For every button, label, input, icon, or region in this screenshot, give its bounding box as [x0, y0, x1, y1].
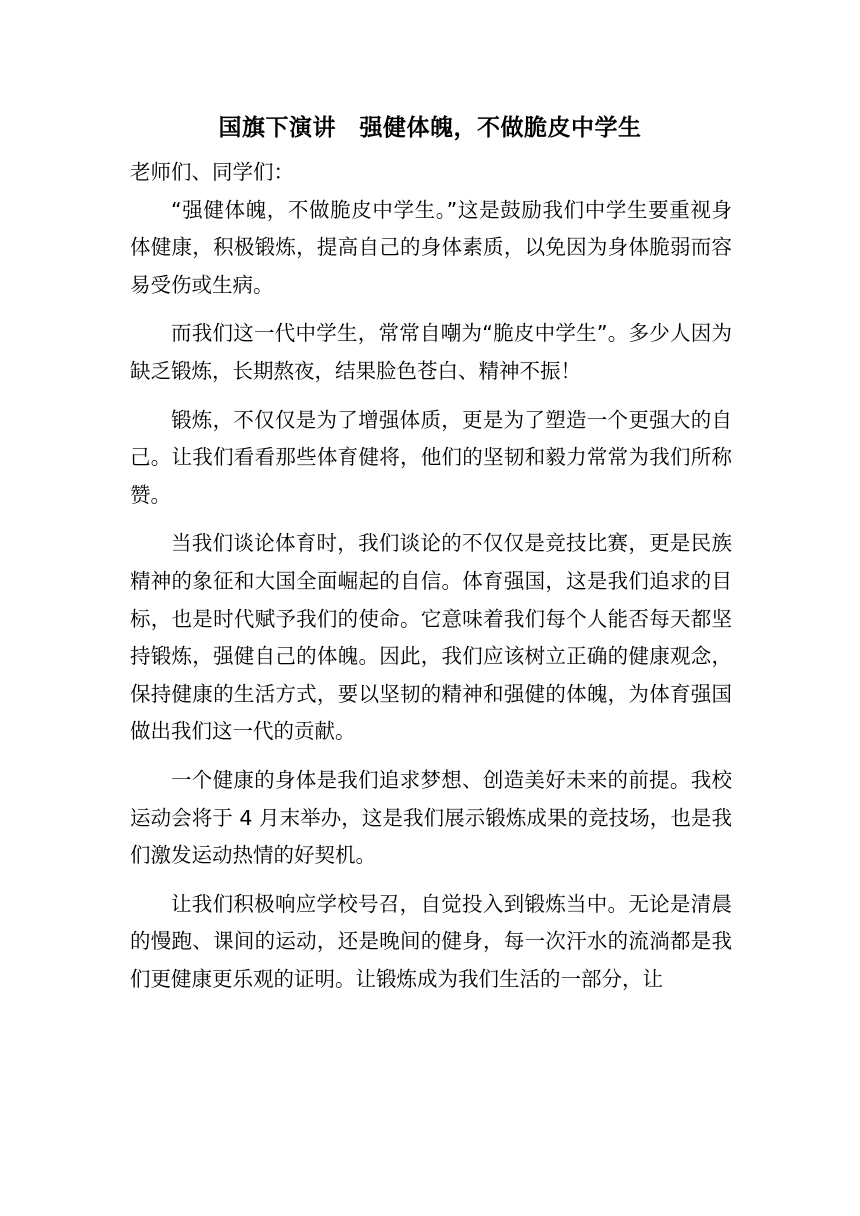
- paragraph-6: 让我们积极响应学校号召，自觉投入到锻炼当中。无论是清晨的慢跑、课间的运动，还是晚间的健身，每一次汗水的流淌都是我们更健康更乐观的证明。让锻炼成为我们生活的一部分，让: [130, 891, 732, 991]
- page-title: 国旗下演讲 强健体魄，不做脆皮中学生: [218, 115, 642, 141]
- paragraph-3: 锻炼，不仅仅是为了增强体质，更是为了塑造一个更强大的自己。让我们看看那些体育健将，他们的坚韧和毅力常常为我们所称赞。: [130, 407, 732, 507]
- paragraph-4: 当我们谈论体育时，我们谈论的不仅仅是竞技比赛，更是民族精神的象征和大国全面崛起的自信。体育强国，这是我们追求的目标，也是时代赋予我们的使命。它意味着我们每个人能否每天都坚持锻炼，强健自己的体魄。因此，我们应该树立正确的健康观念，保持健康的生活方式，要以坚韧的精神和强健的体魄，为体育强国做出我们这一代的贡献。: [130, 531, 732, 744]
- speech-body: [130, 154, 732, 998]
- paragraph-2: 而我们这一代中学生，常常自嘲为“脆皮中学生”。多少人因为缺乏锻炼，长期熬夜，结果脸色苍白、精神不振！: [130, 321, 732, 383]
- paragraph-1: “强健体魄，不做脆皮中学生。”这是鼓励我们中学生要重视身体健康，积极锻炼，提高自己的身体素质，以免因为身体脆弱而容易受伤或生病。: [130, 197, 732, 297]
- paragraph-5: 一个健康的身体是我们追求梦想、创造美好未来的前提。我校运动会将于 4 月末举办，这是我们展示锻炼成果的竞技场，也是我们激发运动热情的好契机。: [130, 767, 732, 868]
- salutation: 老师们、同学们：: [130, 160, 294, 184]
